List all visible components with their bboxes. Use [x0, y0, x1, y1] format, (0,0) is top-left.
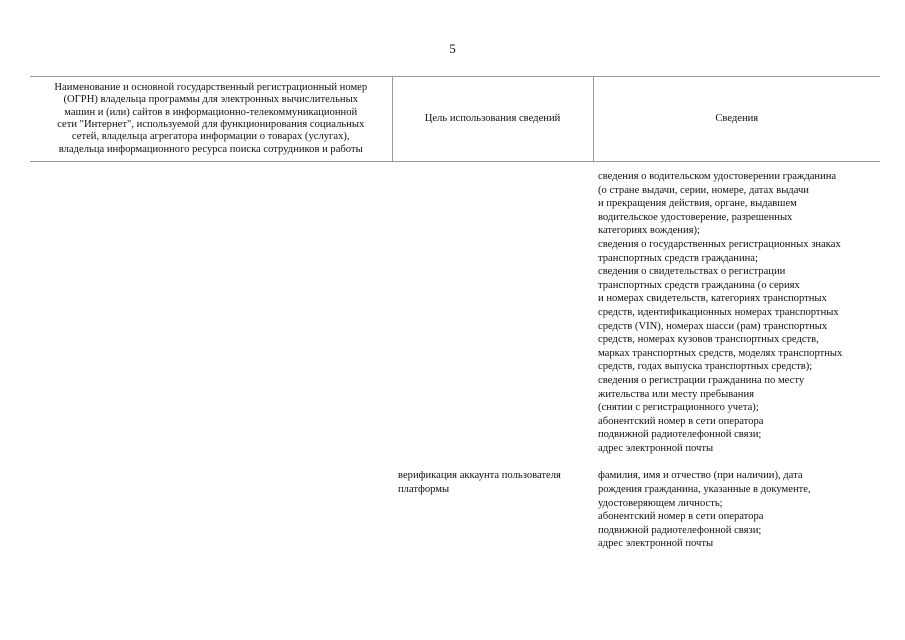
info-line: сведения о регистрации гражданина по месту — [598, 374, 805, 386]
info-line: подвижной радиотелефонной связи; — [598, 524, 762, 536]
info-line: и прекращения действия, органе, выдавшем — [598, 198, 797, 210]
info-line: жительства или месту пребывания — [598, 388, 755, 400]
info-line: средств, номерах кузовов транспортных средств, — [598, 334, 819, 346]
table-header-row — [30, 77, 880, 162]
info-line: марках транспортных средств, моделях транспортных — [598, 347, 843, 359]
info-line: адрес электронной почты — [598, 538, 714, 550]
cell-info — [593, 162, 880, 470]
info-line: сведения о водительском удостоверении гражданина — [598, 171, 837, 182]
header-owner — [30, 77, 392, 162]
info-line: средств (VIN), номерах шасси (рам) транспортных — [598, 320, 828, 332]
cell-purpose — [392, 469, 593, 551]
info-line: (о стране выдачи, серии, номере, датах выдачи — [598, 184, 809, 196]
table-row — [30, 162, 880, 470]
header-line: сети "Интернет", используемой для функционирования социальных — [57, 119, 365, 130]
info-line: (снятии с регистрационного учета); — [598, 402, 759, 414]
header-line: Наименование и основной государственный регистрационный номер — [54, 81, 368, 93]
info-line: транспортных средств гражданина; — [598, 252, 758, 264]
header-purpose — [392, 77, 593, 162]
cell-owner — [30, 162, 392, 470]
cell-purpose — [392, 162, 593, 470]
header-line: владельца информационного ресурса поиска сотрудников и работы — [58, 143, 363, 155]
info-line: транспортных средств гражданина (о сериях — [598, 279, 800, 291]
info-line: сведения о свидетельствах о регистрации — [598, 266, 786, 278]
info-line: фамилия, имя и отчество (при наличии), дата — [598, 470, 803, 482]
cell-info — [593, 469, 880, 551]
cell-owner — [30, 469, 392, 551]
header-line: машин и (или) сайтов в информационно-телекоммуникационной — [64, 106, 358, 118]
info-line: удостоверяющем личность; — [598, 497, 723, 509]
info-line: средств, годах выпуска транспортных средств); — [598, 361, 813, 373]
info-line: средств, идентификационных номерах транспортных — [598, 306, 839, 318]
header-line: сетей, владельца агрегатора информации о товарах (услугах), — [71, 131, 350, 143]
header-line: Сведения — [715, 112, 759, 124]
header-info — [593, 77, 880, 162]
info-line: абонентский номер в сети оператора — [598, 415, 764, 427]
info-line: рождения гражданина, указанные в документе, — [598, 484, 811, 496]
table-row — [30, 469, 880, 551]
info-line: и номерах свидетельств, категориях транспортных — [598, 293, 827, 305]
purpose-line: платформы — [398, 484, 450, 496]
info-line: водительское удостоверение, разрешенных — [598, 211, 793, 223]
info-line: категориях вождения); — [598, 225, 700, 237]
info-line: абонентский номер в сети оператора — [598, 511, 764, 523]
header-line: (ОГРН) владельца программы для электронных вычислительных — [63, 94, 358, 106]
page-number: 5 — [449, 41, 456, 56]
info-line: подвижной радиотелефонной связи; — [598, 429, 762, 441]
purpose-line: верификация аккаунта пользователя — [398, 470, 561, 482]
info-line: адрес электронной почты — [598, 442, 714, 454]
header-line: Цель использования сведений — [424, 112, 561, 124]
data-table — [30, 76, 880, 551]
info-line: сведения о государственных регистрационных знаках — [598, 238, 841, 250]
